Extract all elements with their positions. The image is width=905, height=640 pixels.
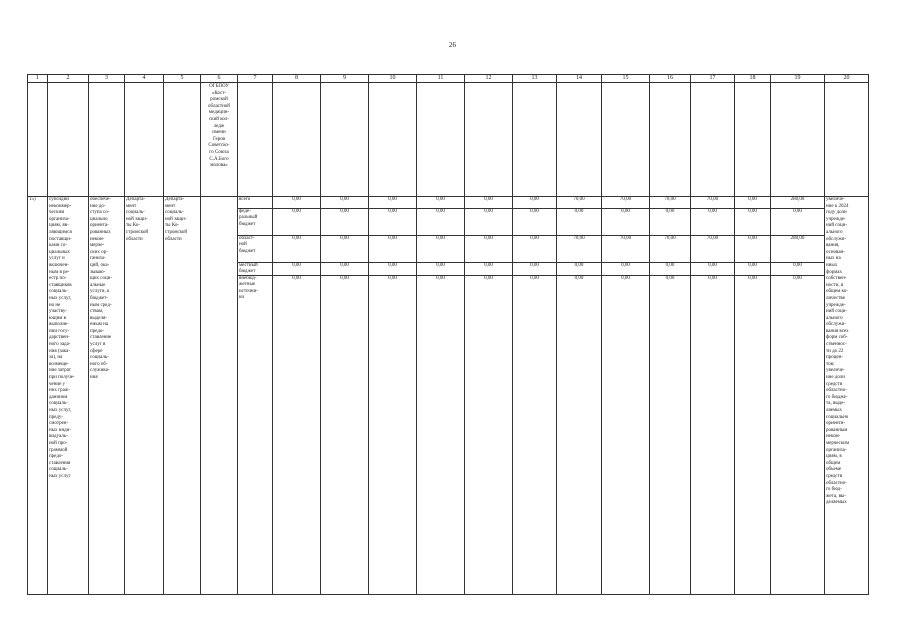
value-cell: 70,00 <box>602 197 649 209</box>
value-cell: 0,00 <box>369 209 416 236</box>
value-cell: 0,00 <box>650 209 690 236</box>
column-number-13: 13 <box>513 75 557 83</box>
value-cell: 0,00 <box>465 197 512 209</box>
value-cell: 0,00 <box>735 209 770 236</box>
value-cell: 0,00 <box>735 197 770 209</box>
value-cell: 70,00 <box>602 236 649 263</box>
column-number-row <box>28 75 869 83</box>
value-cell: 0,00 <box>321 263 368 276</box>
value-cell: 0,00 <box>292 275 301 281</box>
value-column-9 <box>321 197 369 595</box>
value-cell: 0,00 <box>417 236 464 263</box>
value-cell: 70,00 <box>650 197 690 209</box>
source-regional: област- ной бюджет <box>238 236 272 263</box>
value-cell: 0,00 <box>691 209 734 236</box>
column-number-11: 11 <box>417 75 465 83</box>
column-number-7: 7 <box>238 75 273 83</box>
page-number: 26 <box>449 41 456 49</box>
activity-row <box>28 197 869 595</box>
value-cell: 280,00 <box>771 197 824 209</box>
measure-text: субсидии некоммер- ческим организа- циям, яв- ляющимся поставщи- ками со- циальных услуг и включен- ным в ре- естр по- ставщиков социаль- ных услуг, но не участву- ющим в выполне- нии госу- дарствен- ного зада- ния (зака- за), на возмеще- ние затрат при получе- чение у них граж- данином социаль- ных услуг, преду- смотрен- ных инди- видуаль- ной про- граммой предо- ставления социаль- ных услуг <box>49 197 75 479</box>
executor-text: Департа- мент социаль- ной защи- ты Ко- стромской области <box>165 197 188 242</box>
value-cell: 0,00 <box>484 275 493 281</box>
goal-cell <box>89 197 125 595</box>
value-cell: 0,00 <box>417 197 464 209</box>
program-activities-table <box>27 74 869 595</box>
source-total: всего <box>238 197 272 209</box>
value-cell: 0,00 <box>273 236 320 263</box>
column-number-3: 3 <box>89 75 125 83</box>
value-cell: 0,00 <box>273 263 320 276</box>
value-cell: 0,00 <box>513 197 556 209</box>
value-cell: 0,00 <box>513 263 556 276</box>
value-cell: 0,00 <box>417 209 464 236</box>
value-column-17 <box>691 197 735 595</box>
value-cell: 0,00 <box>650 263 690 276</box>
column-number-17: 17 <box>691 75 735 83</box>
column-number-1: 1 <box>28 75 48 83</box>
value-cell: 0,00 <box>417 263 464 276</box>
column-number-9: 9 <box>321 75 369 83</box>
source-extrabudgetary: внебюд- жетные источни- ки <box>239 275 258 301</box>
column-number-19: 19 <box>771 75 825 83</box>
measure-cell <box>48 197 89 595</box>
value-cell: 0,00 <box>735 236 770 263</box>
row-number-cell <box>28 197 48 595</box>
value-cell: 0,00 <box>273 197 320 209</box>
participant-cell <box>201 83 238 197</box>
column-number-8: 8 <box>273 75 321 83</box>
value-column-15 <box>602 197 650 595</box>
value-cell: 0,00 <box>465 209 512 236</box>
row-number: 15) <box>29 197 36 202</box>
value-cell: 0,00 <box>708 275 717 281</box>
column-number-18: 18 <box>735 75 771 83</box>
value-cell: 0,00 <box>321 209 368 236</box>
value-cell: 70,00 <box>691 236 734 263</box>
column-number-6: 6 <box>201 75 238 83</box>
value-cell: 0,00 <box>513 236 556 263</box>
column-number-15: 15 <box>602 75 650 83</box>
value-column-12 <box>465 197 513 595</box>
value-cell: 70,00 <box>650 236 690 263</box>
value-cell: 0,00 <box>574 275 584 281</box>
column-number-14: 14 <box>557 75 602 83</box>
responsible-text: Департа- мент социаль- ной защи- ты Ко- стромской области <box>126 197 149 242</box>
value-cell: 0,00 <box>602 209 649 236</box>
result-cell <box>825 197 869 595</box>
source-federal: феде- ральный бюджет <box>238 209 272 236</box>
value-cell: 0,00 <box>665 275 675 281</box>
participant-empty-cell <box>201 197 238 595</box>
value-cell: 0,00 <box>513 209 556 236</box>
value-cell: 0,00 <box>465 236 512 263</box>
value-cell: 0,00 <box>793 275 802 281</box>
value-column-13 <box>513 197 557 595</box>
value-cell: 70,00 <box>557 197 601 209</box>
value-cell: 0,00 <box>557 263 601 276</box>
value-cell: 70,00 <box>557 236 601 263</box>
column-number-10: 10 <box>369 75 417 83</box>
value-cell: 0,00 <box>340 275 349 281</box>
value-column-16 <box>650 197 691 595</box>
value-cell: 0,00 <box>465 263 512 276</box>
value-cell: 0,00 <box>369 263 416 276</box>
funding-sources-cell <box>238 197 273 595</box>
value-cell: 0,00 <box>436 275 445 281</box>
column-number-20: 20 <box>825 75 869 83</box>
goal-text: обеспече- ние до- ступа со- циально ориента- рованных неком- мерче- ских ор- ганиза- ций, ока- зываю- щих соци- альные услуги, к бюджет- ным сред- ствам, выделя- емым на предо- ставление услуг в сфере социаль- ного об- служива- ния <box>90 197 113 381</box>
value-column-14 <box>557 197 602 595</box>
value-cell: 0,00 <box>273 209 320 236</box>
value-column-8 <box>273 197 321 595</box>
column-number-5: 5 <box>164 75 201 83</box>
executor-cell <box>164 197 201 595</box>
value-cell: 0,00 <box>530 275 539 281</box>
value-cell: 0,00 <box>748 275 757 281</box>
source-local: местный бюджет <box>238 263 272 276</box>
value-cell: 0,00 <box>369 236 416 263</box>
participant-text: ОГБПОУ «Кост- ромской областной медицин- ский кол- ледж имени Героя Советско- го Союза С.А.Бого молова» <box>208 84 230 169</box>
value-column-19 <box>771 197 825 595</box>
column-number-4: 4 <box>125 75 164 83</box>
continuation-row <box>28 83 869 197</box>
column-number-2: 2 <box>48 75 89 83</box>
value-cell: 0,00 <box>321 236 368 263</box>
value-column-18 <box>735 197 771 595</box>
column-number-16: 16 <box>650 75 691 83</box>
value-cell: 0,00 <box>557 209 601 236</box>
value-cell: 0,00 <box>369 197 416 209</box>
value-cell: 0,00 <box>771 263 824 276</box>
value-cell: 0,00 <box>621 275 630 281</box>
result-text: увеличе- ние к 2024 году доли учрежде- ний соци- ального обслужи- вания, основан- ных на иных формах собствен- ности, в общем ко- личестве учрежде- ний соци- ального обслужи- вания всех форм соб- ственнос- ти до 22 процен- тов; увеличе- ние доли средств областно- го бюдже- та, выде- ляемых социально ориенти- рованным неком- мерческим организа- циям, в общем объеме средств областно- го бюд- жета, вы- деляемых <box>826 197 850 506</box>
responsible-cell <box>125 197 164 595</box>
value-cell: 0,00 <box>771 209 824 236</box>
column-number-12: 12 <box>465 75 513 83</box>
value-cell: 0,00 <box>321 197 368 209</box>
value-column-11 <box>417 197 465 595</box>
value-cell: 0,00 <box>735 263 770 276</box>
value-cell: 280,00 <box>771 236 824 263</box>
value-cell: 0,00 <box>602 263 649 276</box>
value-cell: 70,00 <box>691 197 734 209</box>
value-cell: 0,00 <box>691 263 734 276</box>
value-cell: 0,00 <box>388 275 397 281</box>
value-column-10 <box>369 197 417 595</box>
